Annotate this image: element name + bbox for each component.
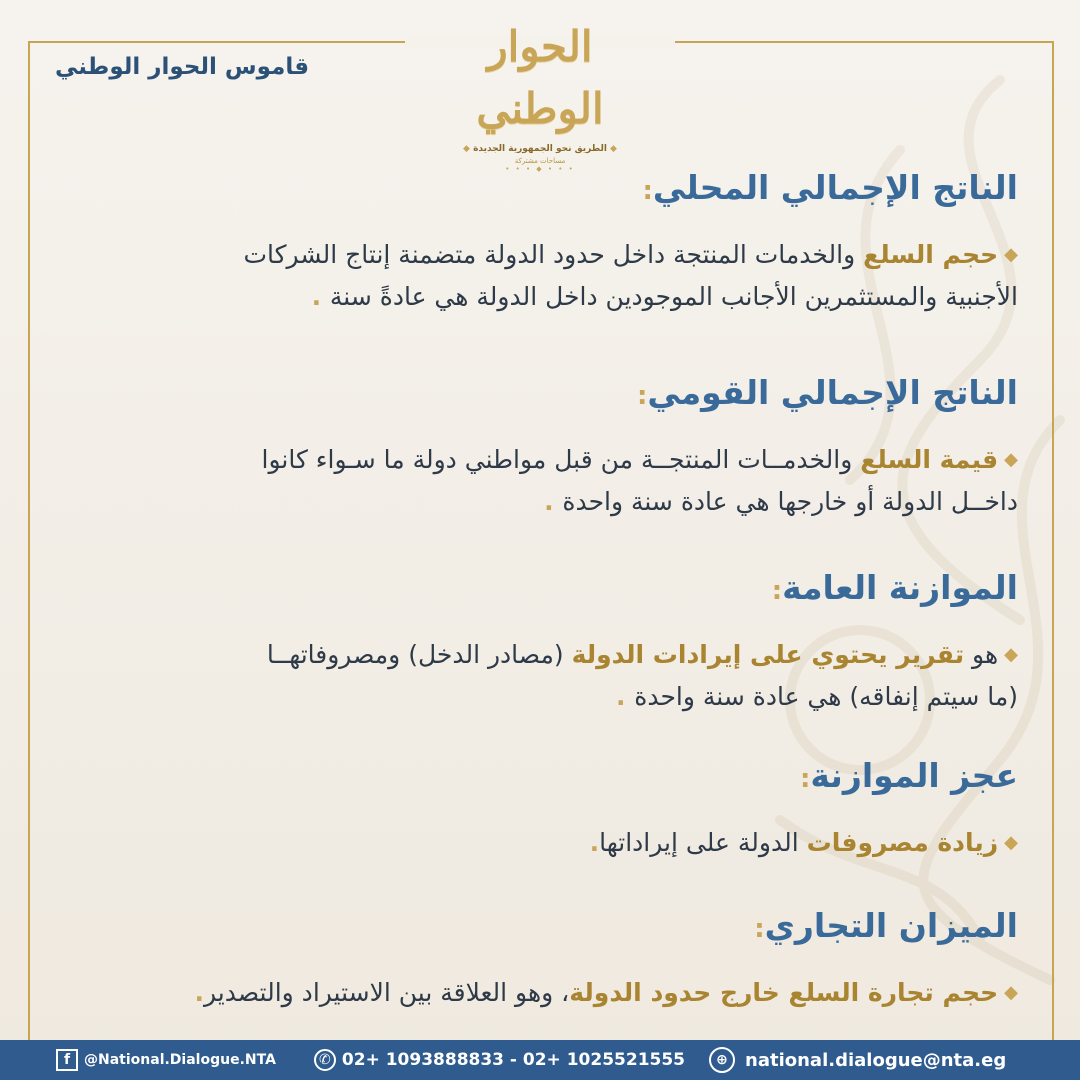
contact-footer [0, 1040, 1080, 1080]
email-address[interactable]: national.dialogue@nta.eg [745, 1049, 1007, 1071]
section-general-budget: الموازنة العامة: ◆هو تقرير يحتوي على إيرادات الدولة (مصادر الدخل) ومصروفاتهــا (ما سيتم إنفاقه) هي عادة سنة واحدة . [58, 565, 1018, 718]
diamond-bullet-icon: ◆ [1004, 832, 1018, 853]
section-heading: الميزان التجاري [764, 906, 1018, 945]
phone-numbers[interactable]: 02+ 1093888833 - 02+ 1025521555 [341, 1050, 686, 1070]
section-definition: ◆قيمة السلع والخدمــات المنتجــة من قبل مواطني دولة ما سـواء كانوا داخــل الدولة أو خارجها هي عادة سنة واحدة . [261, 445, 1018, 516]
section-gdp: الناتج الإجمالي المحلي: ◆حجم السلع والخدمات المنتجة داخل حدود الدولة متضمنة إنتاج الشركات الأجنبية والمستثمرين الأجانب الموجودين داخل الدولة هي عادةً سنة . [58, 165, 1018, 318]
whatsapp-icon: ✆ [314, 1049, 336, 1071]
section-heading: عجز الموازنة [810, 756, 1018, 795]
email-contact[interactable] [709, 1047, 1006, 1073]
section-definition: ◆حجم تجارة السلع خارج حدود الدولة، وهو العلاقة بين الاستيراد والتصدير. [194, 978, 1018, 1007]
logo-tagline: الطريق نحو الجمهورية الجديدة [473, 144, 607, 154]
facebook-handle[interactable]: @National.Dialogue.NTA [84, 1052, 276, 1068]
diamond-bullet-icon: ◆ [1004, 244, 1018, 265]
logo-ornament: • • • ◆ • • • [505, 165, 575, 173]
section-heading: الناتج الإجمالي المحلي [652, 168, 1018, 207]
section-gnp: الناتج الإجمالي القومي: ◆قيمة السلع والخدمــات المنتجــة من قبل مواطني دولة ما سـواء كانوا داخــل الدولة أو خارجها هي عادة سنة واحدة . [58, 370, 1018, 523]
diamond-bullet-icon: ◆ [1004, 644, 1018, 665]
diamond-bullet-icon: ◆ [1004, 982, 1018, 1003]
section-definition: ◆حجم السلع والخدمات المنتجة داخل حدود الدولة متضمنة إنتاج الشركات الأجنبية والمستثمرين الأجانب الموجودين داخل الدولة هي عادةً سنة . [243, 240, 1018, 311]
facebook-icon: f [56, 1049, 78, 1071]
section-heading: الناتج الإجمالي القومي [647, 373, 1018, 412]
section-definition: ◆زيادة مصروفات الدولة على إيراداتها. [589, 828, 1018, 857]
section-trade-balance: الميزان التجاري: ◆حجم تجارة السلع خارج حدود الدولة، وهو العلاقة بين الاستيراد والتصدير. [58, 903, 1018, 1014]
dictionary-title: قاموس الحوار الوطني [55, 54, 310, 80]
diamond-bullet-icon: ◆ [1004, 449, 1018, 470]
logo-calligraphy: الحوار الوطني [476, 22, 604, 133]
section-definition: ◆هو تقرير يحتوي على إيرادات الدولة (مصادر الدخل) ومصروفاتهــا (ما سيتم إنفاقه) هي عادة سنة واحدة . [266, 640, 1018, 711]
section-heading: الموازنة العامة [782, 568, 1018, 607]
globe-icon: ⊕ [709, 1047, 735, 1073]
section-budget-deficit: عجز الموازنة: ◆زيادة مصروفات الدولة على إيراداتها. [58, 753, 1018, 864]
facebook-contact[interactable] [56, 1049, 276, 1071]
logo-subline: مساحات مشتركة [514, 157, 566, 165]
national-dialogue-logo: الحوار الوطني ◆ الطريق نحو الجمهورية الجديدة ◆ مساحات مشتركة • • • ◆ • • • [440, 16, 640, 126]
phone-contact[interactable] [314, 1049, 685, 1071]
